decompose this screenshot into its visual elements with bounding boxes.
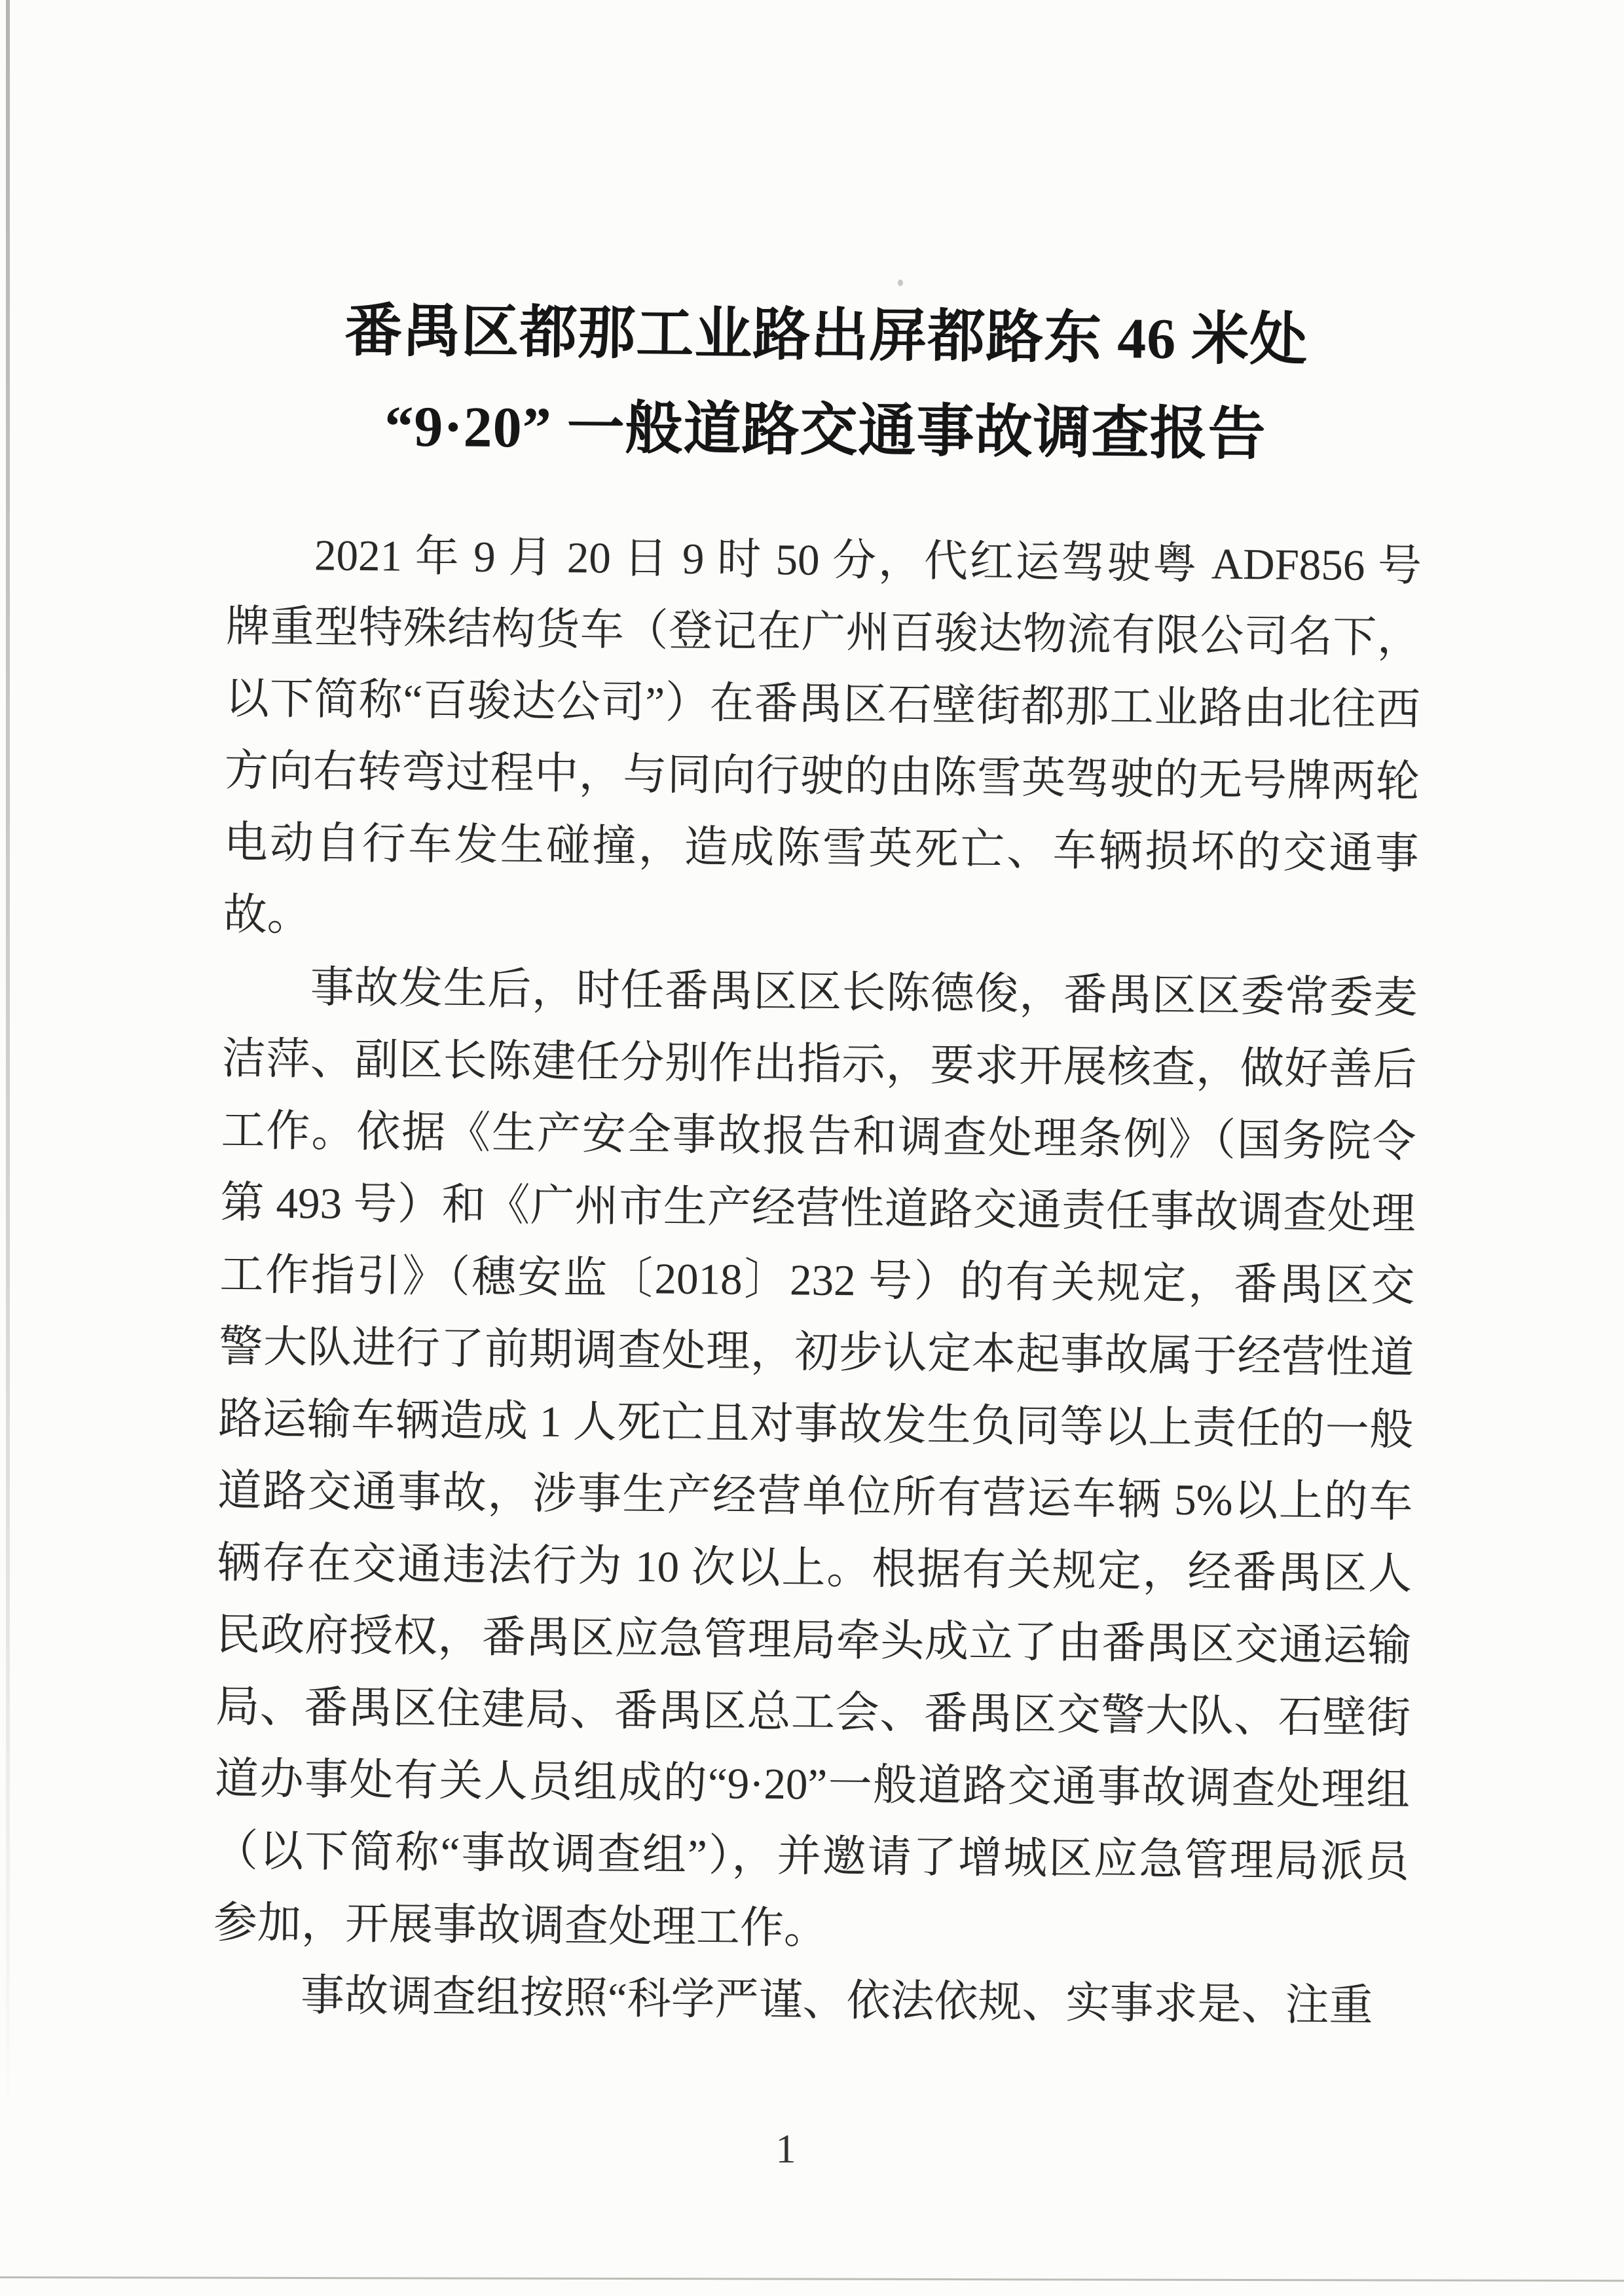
document-title-line-2: “9·20” 一般道路交通事故调查报告 <box>384 395 1267 467</box>
page-number: 1 <box>775 2127 796 2172</box>
paragraph-2: 事故发生后，时任番禺区区长陈德俊，番禺区区委常委麦洁萍、副区长陈建任分别作出指示，要求开展核查，做好善后工作。依据《生产安全事故报告和调查处理条例》（国务院令第 493 号）和《广州市生产经营性道路交通责任事故调查处理工作指引》（穗安监〔2018〕232 号）的有关规定，番禺区交警大队进行了前期调查处理，初步认定本起事故属于经营性道路运输车辆造成 1 人死亡且对事故发生负同等以上责任的一般道路交通事故，涉事生产经营单位所有营运车辆 5%以上的车辆存在交通违法行为 10 次以上。根据有关规定，经番禺区人民政府授权，番禺区应急管理局牵头成立了由番禺区交通运输局、番禺区住建局、番禺区总工会、番禺区交警大队、石壁街道办事处有关人员组成的“9·20”一般道路交通事故调查处理组（以下简称“事故调查组”），并邀请了增城区应急管理局派员参加，开展事故调查处理工作。 <box>213 963 1418 1954</box>
paragraph-3: 事故调查组按照“科学严谨、依法依规、实事求是、注重 <box>300 1971 1373 2031</box>
document-title <box>227 283 1424 484</box>
page-content <box>212 283 1424 2042</box>
scan-left-edge-artifact <box>6 0 10 2128</box>
scan-bottom-edge-artifact <box>0 2276 1624 2282</box>
document-title-line-1: 番禺区都那工业路出屏都路东 46 米处 <box>344 299 1308 373</box>
document-body <box>212 519 1422 2042</box>
paragraph-1: 2021 年 9 月 20 日 9 时 50 分，代红运驾驶粤 ADF856 号牌重型特殊结构货车（登记在广州百骏达物流有限公司名下，以下简称“百骏达公司”）在番禺区石壁街都那工业路由北往西方向右转弯过程中，与同向行驶的由陈雪英驾驶的无号牌两轮电动自行车发生碰撞，造成陈雪英死亡、车辆损坏的交通事故。 <box>223 531 1422 940</box>
scan-speck-artifact <box>898 280 903 286</box>
